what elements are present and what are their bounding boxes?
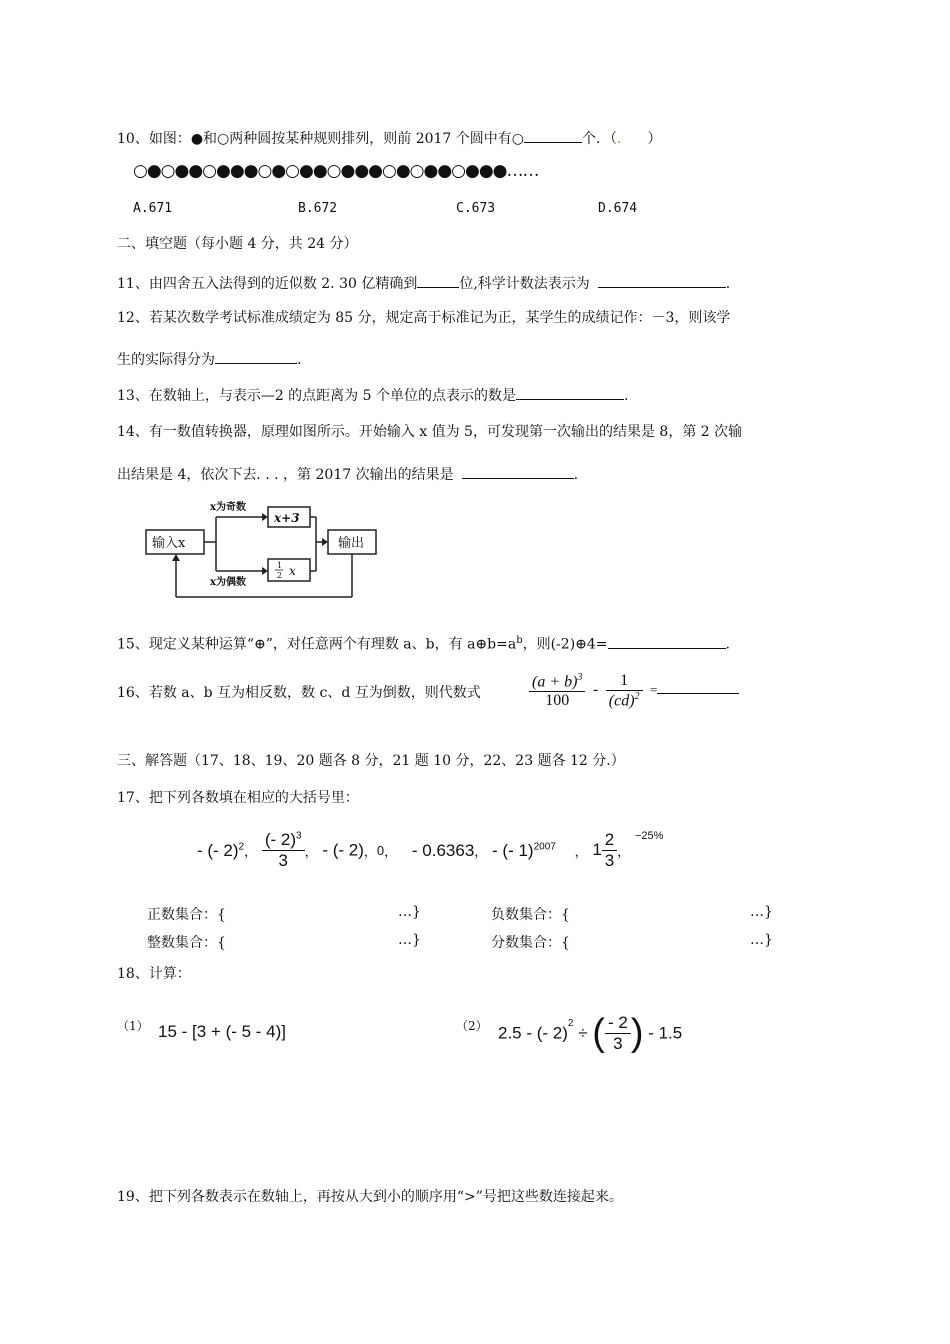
- flow-even-label: x为偶数: [210, 577, 246, 588]
- q15-sup: b: [516, 635, 523, 646]
- q10-mark: .: [617, 131, 622, 147]
- flow-even-var: x: [289, 564, 296, 578]
- q15-text: 15、现定义某种运算“⊕”，对任意两个有理数 a、b，有 a⊕b=a: [117, 636, 517, 653]
- q12-line2: [117, 348, 301, 370]
- q16-minus: -: [592, 681, 599, 699]
- q11-end: .: [725, 276, 731, 292]
- flow-odd-op: x+3: [274, 511, 300, 525]
- q17-number-2: $\frac{(- 2)^3}{3}$: [262, 830, 305, 871]
- flow-even-num: 1: [277, 561, 283, 570]
- section3-heading: 三、解答题（17、18、19、20 题各 8 分，21 题 10 分，22、23 题各 12 分.）: [117, 753, 625, 769]
- q18-part1-label: （1）: [117, 1019, 149, 1033]
- q10-option-b[interactable]: B.672: [298, 201, 338, 216]
- q13-line: [117, 384, 628, 406]
- q17-number-3: - (- 2): [322, 840, 364, 860]
- q17-number-1: - (- 2)$^2$: [197, 840, 245, 860]
- flow-odd-label: x为奇数: [210, 502, 246, 513]
- q11-blank-1[interactable]: [417, 272, 459, 288]
- q17-set-fraction: 分数集合：{: [491, 935, 570, 951]
- q10-text: 10、如图：●和○两种圆按某种规则排列，则前 2017 个圆中有○: [117, 131, 524, 147]
- q10-option-d[interactable]: D.674: [598, 201, 638, 216]
- q18-part2-label: （2）: [456, 1019, 488, 1033]
- q18-expr2: 2.5 - (- 2)$^2$ ÷ ( $\frac{- 2}{3}$ ) - 1.5: [498, 1012, 683, 1054]
- q17-set-integer-end: …}: [398, 932, 421, 948]
- q16-blank[interactable]: [657, 678, 739, 694]
- q12-text: 生的实际得分为: [117, 352, 215, 368]
- q17-set-integer: 整数集合：{: [147, 935, 226, 951]
- q19-text: 19、把下列各数表示在数轴上，再按从大到小的顺序用“>”号把这些数连接起来。: [117, 1189, 623, 1205]
- q18-expr1: 15 - [3 + (- 5 - 4)]: [158, 1022, 287, 1041]
- flow-output-label: 输出: [338, 536, 365, 551]
- q11-line: [117, 272, 730, 294]
- q13-end: .: [623, 388, 629, 404]
- q16-expression: [529, 672, 739, 710]
- q17-text: 17、把下列各数填在相应的大括号里：: [117, 790, 359, 806]
- q11-text-a: 11、由四舍五入法得到的近似数 2. 30 亿精确到: [117, 276, 418, 292]
- q17-set-positive-end: …}: [398, 904, 421, 920]
- q17-set-negative-end: …}: [750, 904, 773, 920]
- q17-numbers: - (- 2)$^2$， $\frac{(- 2)^3}{3}$ ， - (- 2)，0， - 0.6363， - (- 1)$^{2007}$ ， 1 $\frac{2}{3}$ ， $^{-25\%}$: [197, 830, 664, 870]
- q10-unit: 个．（: [582, 131, 617, 147]
- q13-text: 13、在数轴上，与表示—2 的点距离为 5 个单位的点表示的数是: [117, 388, 516, 404]
- q10-line: [117, 127, 661, 149]
- q12-end: .: [297, 352, 302, 368]
- q14-end: .: [573, 467, 579, 483]
- q18-text: 18、计算：: [117, 966, 191, 982]
- q11-text-b: 位,科学计数法表示为: [459, 276, 590, 292]
- q13-blank[interactable]: [516, 384, 624, 400]
- q10-circle-sequence: ○●○●●○●●●○●○●●○●●●○●○●●○●●●……: [133, 161, 539, 181]
- q17-set-fraction-end: …}: [750, 932, 773, 948]
- q16-text: 16、若数 a、b 互为相反数，数 c、d 互为倒数，则代数式: [117, 685, 481, 701]
- q10-option-a[interactable]: A.671: [133, 201, 173, 216]
- q10-option-c[interactable]: C.673: [456, 201, 496, 216]
- q16-line: [117, 683, 481, 703]
- flow-even-den: 2: [277, 571, 283, 580]
- q16-fraction-1: $\frac{(a + b)^3}{100}$: [529, 672, 585, 710]
- q12-blank[interactable]: [215, 348, 297, 364]
- q15-line: [117, 631, 730, 655]
- flow-input-label: 输入x: [152, 536, 186, 551]
- q17-number-4: 0: [376, 843, 385, 858]
- q15-blank[interactable]: [608, 633, 726, 649]
- q14-blank[interactable]: [462, 463, 574, 479]
- q17-number-6: - (- 1)$^{2007}$: [492, 840, 556, 860]
- q10-answer-blank[interactable]: [524, 127, 582, 143]
- q17-number-8: −25%: [635, 830, 664, 842]
- section2-heading: 二、填空题（每小题 4 分，共 24 分）: [117, 236, 358, 252]
- q15-end: .: [725, 636, 730, 653]
- q15-tail: ，则(-2)⊕4=: [522, 636, 608, 653]
- q14-line1: 14、有一数值转换器，原理如图所示。开始输入 x 值为 5，可发现第一次输出的结果是 8，第 2 次输: [117, 424, 743, 440]
- q11-blank-2[interactable]: [598, 272, 726, 288]
- q16-fraction-2: $\frac{1}{(cd)^2}$: [606, 672, 643, 710]
- q14-flowchart: [140, 495, 390, 605]
- q17-number-7: 1 $\frac{2}{3}$: [592, 840, 617, 859]
- q17-set-negative: 负数集合：{: [491, 907, 570, 923]
- q14-line2: [117, 463, 578, 485]
- q17-number-5: - 0.6363: [411, 840, 475, 860]
- q10-paren: ）: [647, 131, 662, 147]
- q12-line1: 12、若某次数学考试标准成绩定为 85 分，规定高于标准记为正，某学生的成绩记作：－3，则该学: [117, 310, 731, 326]
- q14-text: 出结果是 4，依次下去. . . ，第 2017 次输出的结果是: [117, 467, 454, 483]
- q16-eq: =: [650, 682, 658, 698]
- q17-set-positive: 正数集合：{: [147, 907, 226, 923]
